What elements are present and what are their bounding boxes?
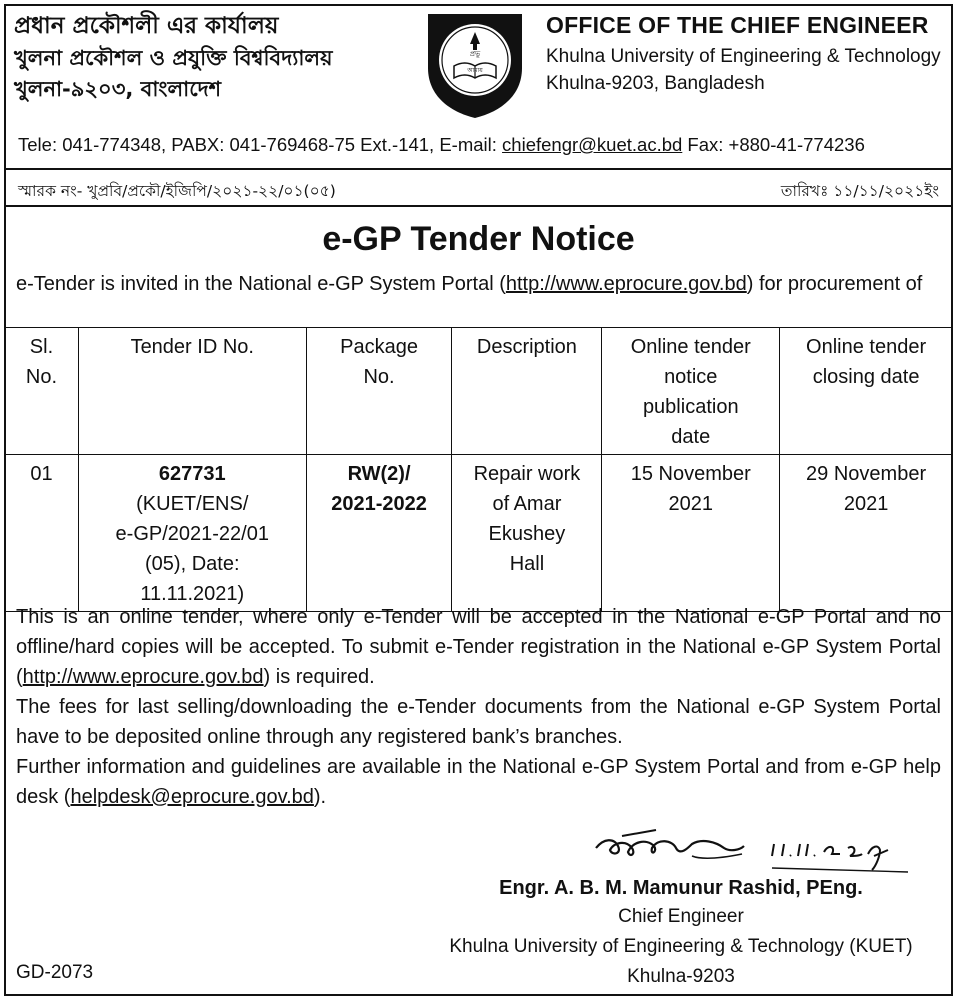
header-english <box>546 12 941 95</box>
cell-description: Repair work of Amar Ekushey Hall <box>452 455 602 612</box>
eprocure-link[interactable]: http://www.eprocure.gov.bd <box>505 273 747 295</box>
contact-fax: Fax: +880-41-774236 <box>682 134 865 155</box>
body-paragraph-1: This is an online tender, where only e-Tender will be accepted in the National e-GP Portal and no offline/hard copies will be accepted. To submit e-Tender registration in the National e-GP System Portal (http://www.eprocure.gov.bd) is required. <box>16 606 941 688</box>
header-divider <box>4 168 953 170</box>
header-sl: Sl. No. <box>5 328 79 455</box>
body-paragraph-3: Further information and guidelines are available in the National e-GP System Portal and from e-GP help desk (helpdesk@eprocure.gov.bd). <box>16 756 941 808</box>
memo-divider <box>4 205 953 207</box>
contact-email-link[interactable]: chiefengr@kuet.ac.bd <box>502 134 683 155</box>
table-header-row <box>5 328 953 455</box>
office-name-bn: প্রধান প্রকৌশলী এর কার্যালয় <box>14 13 279 39</box>
cell-package: RW(2)/ 2021-2022 <box>306 455 452 612</box>
university-name-bn: খুলনা প্রকৌশল ও প্রযুক্তি বিশ্ববিদ্যালয় <box>14 46 333 71</box>
handwritten-signature <box>592 826 912 876</box>
header-tender-id: Tender ID No. <box>78 328 306 455</box>
signatory-city: Khulna-9203 <box>627 966 735 987</box>
cell-closing-date: 29 November 2021 <box>780 455 953 612</box>
eprocure-link-2[interactable]: http://www.eprocure.gov.bd <box>22 666 264 688</box>
header-description: Description <box>452 328 602 455</box>
signatory-designation: Chief Engineer <box>618 906 744 927</box>
table-row <box>5 455 953 612</box>
address-bn: খুলনা-৯২০৩, বাংলাদেশ <box>14 77 222 102</box>
memo-reference: স্মারক নং- খুপ্রবি/প্রকৌ/ইজিপি/২০২১-২২/০১(০৫) <box>18 182 336 200</box>
body-paragraph-2: The fees for last selling/downloading the e-Tender documents from the National e-GP System Portal have to be deposited online through any registered bank’s branches. <box>16 696 941 748</box>
signatory-organization: Khulna University of Engineering & Technology (KUET) <box>449 936 913 957</box>
svg-text:আমায়: আমায় <box>467 67 483 74</box>
office-name-en: OFFICE OF THE CHIEF ENGINEER <box>546 12 929 38</box>
kuet-seal-logo <box>420 8 530 120</box>
signatory-name: Engr. A. B. M. Mamunur Rashid, PEng. <box>499 877 863 899</box>
contact-line <box>18 134 865 156</box>
university-name-en: Khulna University of Engineering & Technology <box>546 46 941 67</box>
header-publication-date: Online tender notice publication date <box>602 328 780 455</box>
header-bangla <box>14 14 414 101</box>
address-en: Khulna-9203, Bangladesh <box>546 73 765 94</box>
intro-paragraph: e-Tender is invited in the National e-GP System Portal (http://www.eprocure.gov.bd) for procurement of <box>16 273 923 295</box>
notice-body <box>16 602 941 812</box>
signature-block <box>420 874 942 992</box>
cell-sl: 01 <box>5 455 79 612</box>
cell-tender-id: 627731 (KUET/ENS/ e-GP/2021-22/01 (05), Date: 11.11.2021) <box>78 455 306 612</box>
notice-title: e-GP Tender Notice <box>322 220 635 258</box>
header-closing-date: Online tender closing date <box>780 328 953 455</box>
tender-table <box>4 327 953 612</box>
cell-publication-date: 15 November 2021 <box>602 455 780 612</box>
gd-reference: GD-2073 <box>16 962 94 983</box>
helpdesk-email-link[interactable]: helpdesk@eprocure.gov.bd <box>70 786 314 808</box>
memo-date: তারিখঃ ১১/১১/২০২১ইং <box>780 182 939 200</box>
contact-phone: Tele: 041-774348, PABX: 041-769468-75 Ext.-141, E-mail: <box>18 134 503 155</box>
header-package: Package No. <box>306 328 452 455</box>
svg-text:প্রভু: প্রভু <box>469 50 481 58</box>
